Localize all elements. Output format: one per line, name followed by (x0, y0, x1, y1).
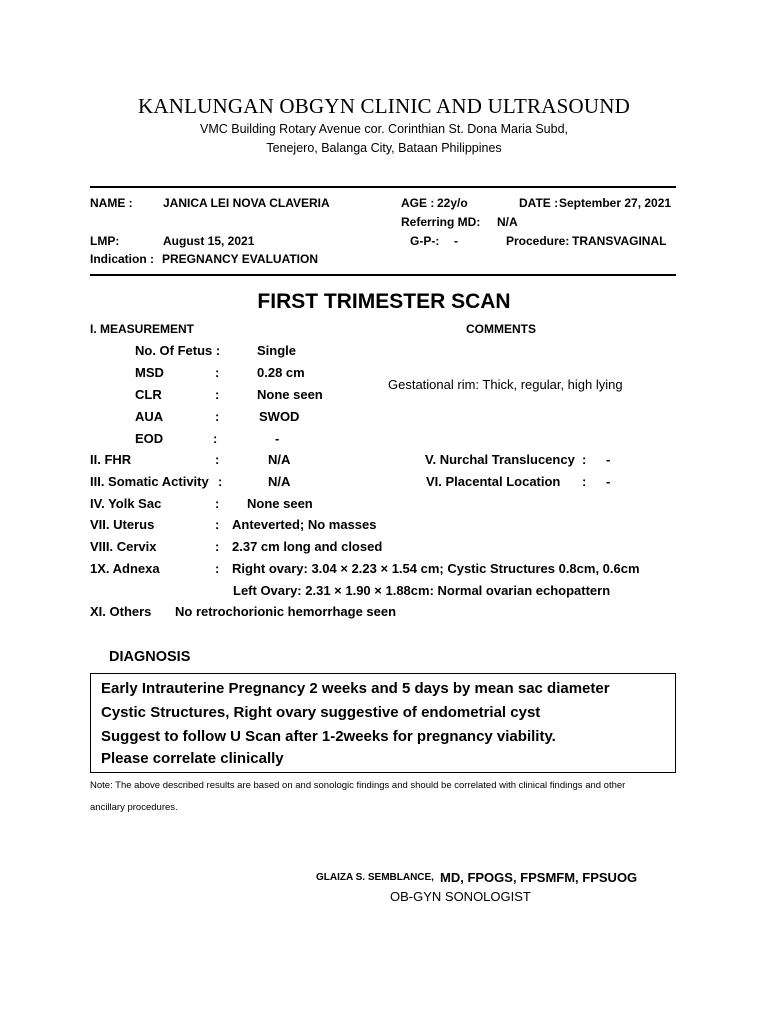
signatory-credentials: MD, FPOGS, FPSMFM, FPSUOG (440, 870, 638, 885)
diagnosis-heading: DIAGNOSIS (109, 649, 191, 665)
somatic-activity-colon: : (218, 474, 223, 489)
nuchal-translucency-label: V. Nurchal Translucency (425, 452, 575, 467)
header-bottom-rule (90, 274, 676, 276)
nuchal-translucency-colon: : (582, 452, 587, 467)
header-top-rule (90, 186, 676, 188)
fhr-label: II. FHR (90, 452, 132, 467)
adnexa-colon: : (215, 561, 220, 576)
gp-label: G-P-: (410, 234, 440, 248)
signatory-title: OB-GYN SONOLOGIST (390, 889, 531, 904)
age-label: AGE : (401, 196, 435, 210)
gp-value: - (454, 234, 458, 248)
msd-colon: : (215, 365, 220, 380)
uterus-value: Anteverted; No masses (232, 517, 377, 532)
yolk-sac-colon: : (215, 496, 220, 511)
age-value: 22y/o (437, 196, 468, 210)
lmp-label: LMP: (90, 234, 120, 248)
referring-md-value: N/A (497, 215, 518, 229)
indication-label: Indication : (90, 252, 154, 266)
date-value: September 27, 2021 (559, 196, 672, 210)
adnexa-label: 1X. Adnexa (90, 561, 160, 576)
fhr-value: N/A (268, 452, 291, 467)
lmp-value: August 15, 2021 (163, 234, 255, 248)
referring-md-label: Referring MD: (401, 215, 481, 229)
name-value: JANICA LEI NOVA CLAVERIA (163, 196, 330, 210)
nuchal-translucency-value: - (606, 452, 611, 467)
cervix-value: 2.37 cm long and closed (232, 539, 383, 554)
date-label: DATE : (519, 196, 559, 210)
clinic-name: KANLUNGAN OBGYN CLINIC AND ULTRASOUND (138, 94, 630, 118)
somatic-activity-label: III. Somatic Activity (90, 474, 209, 489)
fetus-count-label: No. Of Fetus : (135, 343, 221, 358)
indication-value: PREGNANCY EVALUATION (162, 252, 319, 266)
placental-location-colon: : (582, 474, 587, 489)
yolk-sac-value: None seen (247, 496, 313, 511)
adnexa-right-ovary: Right ovary: 3.04 × 2.23 × 1.54 cm; Cystic Structures 0.8cm, 0.6cm (232, 561, 640, 576)
clinic-address-line2: Tenejero, Balanga City, Bataan Philippines (266, 141, 502, 155)
diagnosis-line: Cystic Structures, Right ovary suggestive of endometrial cyst (101, 704, 541, 721)
adnexa-left-ovary: Left Ovary: 2.31 × 1.90 × 1.88cm: Normal ovarian echopattern (233, 583, 611, 598)
clinic-address-line1: VMC Building Rotary Avenue cor. Corinthian St. Dona Maria Subd, (199, 122, 569, 136)
aua-label: AUA (135, 409, 164, 424)
signatory-name: GLAIZA S. SEMBLANCE, (316, 872, 434, 883)
fetus-count-value: Single (257, 343, 297, 358)
others-value: No retrochorionic hemorrhage seen (175, 604, 397, 619)
procedure-label: Procedure: (506, 234, 570, 248)
placental-location-value: - (606, 474, 611, 489)
msd-value: 0.28 cm (257, 365, 305, 380)
clr-value: None seen (257, 387, 323, 402)
cervix-label: VIII. Cervix (90, 539, 157, 554)
name-label: NAME : (90, 196, 133, 210)
placental-location-label: VI. Placental Location (426, 474, 561, 489)
note-line2: ancillary procedures. (90, 802, 178, 813)
clr-colon: : (215, 387, 220, 402)
diagnosis-line: Early Intrauterine Pregnancy 2 weeks and 5 days by mean sac diameter (101, 680, 610, 697)
uterus-label: VII. Uterus (90, 517, 155, 532)
uterus-colon: : (215, 517, 220, 532)
diagnosis-box (90, 673, 676, 773)
cervix-colon: : (215, 539, 220, 554)
measurement-heading: I. MEASUREMENT (90, 322, 195, 336)
aua-colon: : (215, 409, 220, 424)
gestational-rim-comment: Gestational rim: Thick, regular, high lying (388, 377, 623, 392)
yolk-sac-label: IV. Yolk Sac (90, 496, 162, 511)
msd-label: MSD (135, 365, 164, 380)
eod-value: - (275, 431, 280, 446)
comments-heading: COMMENTS (466, 322, 536, 336)
diagnosis-line: Suggest to follow U Scan after 1-2weeks for pregnancy viability. (101, 728, 556, 745)
eod-label: EOD (135, 431, 164, 446)
diagnosis-line: Please correlate clinically (101, 750, 284, 767)
aua-value: SWOD (259, 409, 300, 424)
note-line1: Note: The above described results are based on and sonologic findings and should be correlated with clinical findings and other (90, 780, 626, 791)
clr-label: CLR (135, 387, 162, 402)
somatic-activity-value: N/A (268, 474, 291, 489)
scan-title: FIRST TRIMESTER SCAN (257, 290, 511, 313)
eod-colon: : (213, 431, 218, 446)
fhr-colon: : (215, 452, 220, 467)
procedure-value: TRANSVAGINAL (572, 234, 667, 248)
others-label: XI. Others (90, 604, 152, 619)
